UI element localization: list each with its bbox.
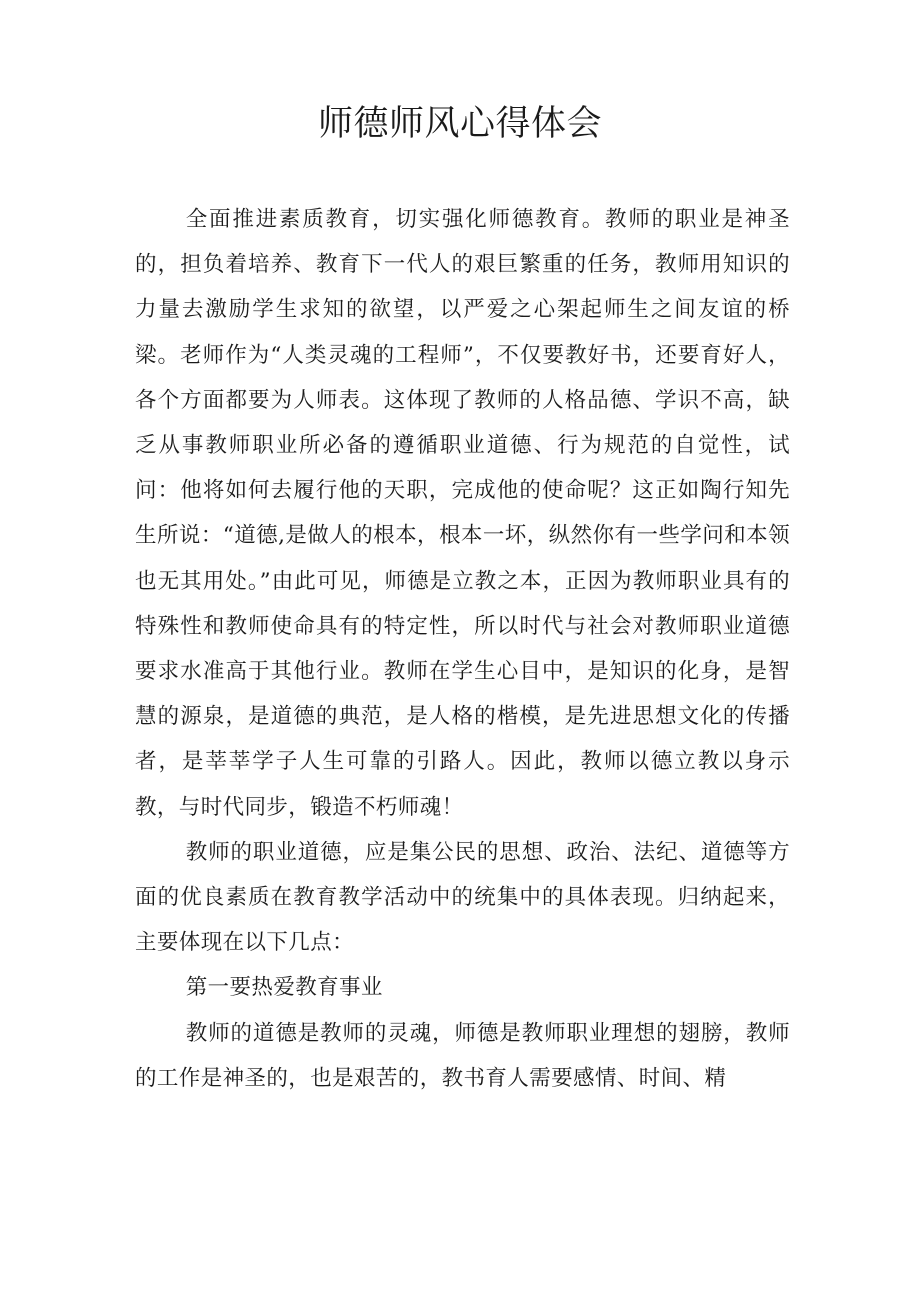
section-heading-first: 第一要热爱教育事业 — [185, 975, 383, 1001]
paragraph-intro: 全面推进素质教育，切实强化师德教育。教师的职业是神圣的，担负着培养、教育下一代人的艰巨繁重的任务，教师用知识的力量去激励学生求知的欲望，以严爱之心架起师生之间友谊的桥梁。老师作为“人类灵魂的工程师”，不仅要教好书，还要育好人，各个方面都要为人师表。这体现了教师的人格品德、学识不高，缺乏从事教师职业所必备的遵循职业道德、行为规范的自觉性，试问：他将如何去履行他的天职，完成他的使命呢？这正如陶行知先生所说：“道德,是做人的根本，根本一坏，纵然你有一些学问和本领也无其用处。”由此可见，师德是立教之本，正因为教师职业具有的特殊性和教师使命具有的特定性，所以时代与社会对教师职业道德要求水准高于其他行业。教师在学生心目中，是知识的化身，是智慧的源泉，是道德的典范，是人格的楷模，是先进思想文化的传播者，是莘莘学子人生可靠的引路人。因此，教师以德立教以身示教，与时代同步，锻造不朽师魂！ — [135, 207, 790, 820]
paragraph-teacher-morality: 教师的道德是教师的灵魂，师德是教师职业理想的翅膀，教师的工作是神圣的，也是艰苦的，教书育人需要感情、时间、精 — [135, 1020, 790, 1091]
document-body — [135, 197, 790, 1101]
paragraph-professional-ethics: 教师的职业道德，应是集公民的思想、政治、法纪、道德等方面的优良素质在教育教学活动中的统集中的具体表现。归纳起来，主要体现在以下几点： — [135, 839, 790, 956]
document-title: 师德师风心得体会 — [317, 104, 602, 144]
